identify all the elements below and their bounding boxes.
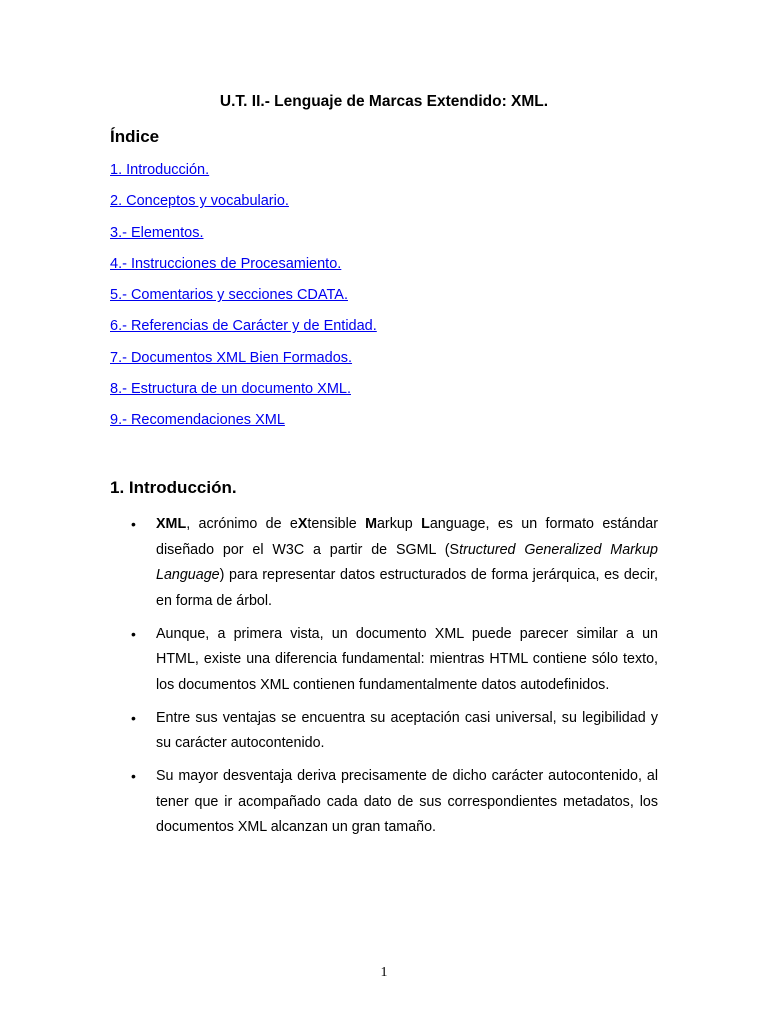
toc-link-conceptos[interactable]: 2. Conceptos y vocabulario. bbox=[110, 193, 289, 210]
bullet-item bbox=[110, 622, 658, 699]
section-heading: 1. Introducción. bbox=[110, 478, 237, 497]
toc-item bbox=[110, 348, 377, 379]
bullet-item bbox=[110, 764, 658, 841]
bullet-list bbox=[110, 512, 658, 848]
paragraph-text: Aunque, a primera vista, un documento XML puede parecer similar a un HTML, existe una diferencia fundamental: mientras HTML contiene sólo texto, los documentos XML contienen fundamentalmente datos autodefinidos. bbox=[156, 625, 658, 693]
toc-link-elementos[interactable]: 3.- Elementos. bbox=[110, 224, 204, 241]
bold-text: X bbox=[297, 516, 308, 532]
toc-link-introduccion[interactable]: 1. Introducción. bbox=[110, 162, 210, 178]
toc-item bbox=[110, 316, 377, 347]
paragraph-text: Su mayor desventaja deriva precisamente de dicho carácter autocontenido, al tener que ir acompañado cada dato de sus correspondientes metadatos, los documentos XML alcanzan un gran tamaño. bbox=[156, 768, 658, 835]
toc-item bbox=[110, 410, 377, 441]
bullet-dot-icon: • bbox=[131, 516, 136, 532]
toc-item bbox=[110, 160, 377, 191]
toc-item bbox=[110, 254, 377, 285]
document-title: U.T. II.- Lenguaje de Marcas Extendido: XML. bbox=[219, 93, 549, 110]
italic-text: tructured Generalized Markup Language bbox=[156, 541, 658, 583]
toc-heading: Índice bbox=[110, 127, 160, 146]
bold-text: M bbox=[365, 516, 377, 532]
bullet-item bbox=[110, 512, 658, 614]
toc-item bbox=[110, 379, 377, 410]
toc-item bbox=[110, 191, 377, 222]
toc-item bbox=[110, 285, 377, 316]
toc-link-instrucciones[interactable]: 4.- Instrucciones de Procesamiento. bbox=[110, 255, 342, 272]
paragraph-text: , acrónimo de e bbox=[186, 516, 298, 532]
toc-link-documentos[interactable]: 7.- Documentos XML Bien Formados. bbox=[110, 349, 353, 366]
bullet-dot-icon: • bbox=[131, 625, 136, 642]
bold-text: XML bbox=[156, 516, 187, 532]
toc-link-recomendaciones[interactable]: 9.- Recomendaciones XML bbox=[110, 412, 285, 429]
bold-text: L bbox=[421, 516, 430, 532]
toc-link-estructura[interactable]: 8.- Estructura de un documento XML. bbox=[110, 381, 351, 398]
table-of-contents bbox=[110, 160, 377, 442]
toc-item bbox=[110, 223, 377, 254]
paragraph-text: arkup bbox=[376, 516, 422, 532]
paragraph-text: tensible bbox=[307, 516, 366, 532]
paragraph-text: Entre sus ventajas se encuentra su aceptación casi universal, su legibilidad y su carácter autocontenido. bbox=[156, 709, 658, 751]
bullet-item bbox=[110, 706, 658, 757]
bullet-dot-icon: • bbox=[131, 768, 136, 784]
toc-link-comentarios[interactable]: 5.- Comentarios y secciones CDATA. bbox=[110, 287, 348, 304]
page-number: 1 bbox=[380, 965, 388, 980]
paragraph-text: ) para representar datos estructurados de forma jerárquica, es decir, en forma de árbol. bbox=[156, 567, 658, 609]
toc-link-referencias[interactable]: 6.- Referencias de Carácter y de Entidad. bbox=[110, 318, 377, 335]
paragraph-text: anguage, es un formato estándar diseñado por el W3C a partir de SGML (S bbox=[156, 516, 658, 558]
bullet-dot-icon: • bbox=[131, 709, 136, 726]
